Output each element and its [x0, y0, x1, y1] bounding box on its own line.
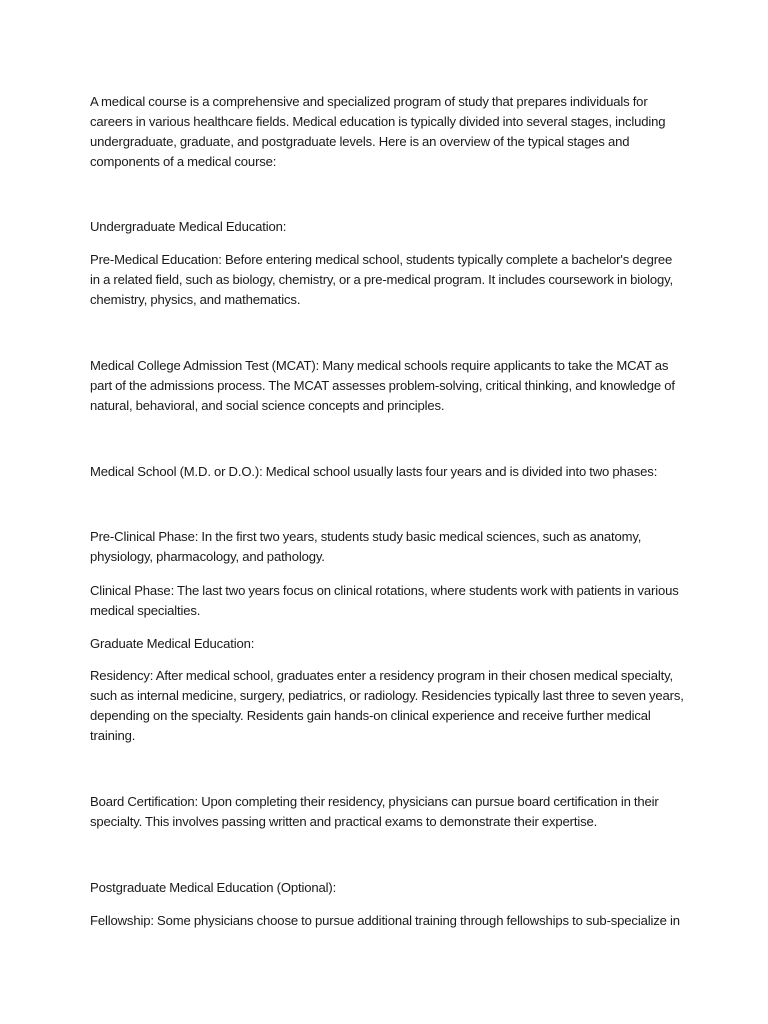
mcat-paragraph: Medical College Admission Test (MCAT): Many medical schools require applicants to take the MCAT as part of the admissions process. The MCAT assesses problem-solving, critical thinking, and knowledge of natural, behavioral, and social science concepts and principles. [90, 358, 675, 413]
board-certification-paragraph: Board Certification: Upon completing their residency, physicians can pursue board certification in their specialty. This involves passing written and practical exams to demonstrate their expertise. [90, 794, 659, 829]
graduate-heading: Graduate Medical Education: [90, 636, 255, 651]
pre-medical-paragraph: Pre-Medical Education: Before entering medical school, students typically complete a bachelor's degree in a related field, such as biology, chemistry, or a pre-medical program. It includes coursework in biology, chemistry, physics, and mathematics. [90, 252, 674, 307]
pre-clinical-paragraph: Pre-Clinical Phase: In the first two years, students study basic medical sciences, such as anatomy, physiology, pharmacology, and pathology. [90, 529, 642, 564]
undergraduate-heading: Undergraduate Medical Education: [90, 219, 287, 234]
postgraduate-heading: Postgraduate Medical Education (Optional): [90, 880, 337, 895]
residency-paragraph: Residency: After medical school, graduates enter a residency program in their chosen medical specialty, such as internal medicine, surgery, pediatrics, or radiology. Residencies typically last three to seven years, depending on the specialty. Residents gain hands-on clinical experience and receive further medical training. [90, 668, 684, 743]
intro-paragraph: A medical course is a comprehensive and specialized program of study that prepares individuals for careers in various healthcare fields. Medical education is typically divided into several stages, including undergraduate, graduate, and postgraduate levels. Here is an overview of the typical stages and components of a medical course: [90, 94, 666, 169]
fellowship-paragraph: Fellowship: Some physicians choose to pursue additional training through fellowships to sub-specialize in [90, 913, 680, 928]
medical-school-paragraph: Medical School (M.D. or D.O.): Medical school usually lasts four years and is divided into two phases: [90, 464, 658, 479]
clinical-phase-paragraph: Clinical Phase: The last two years focus on clinical rotations, where students work with patients in various medical specialties. [90, 583, 679, 618]
